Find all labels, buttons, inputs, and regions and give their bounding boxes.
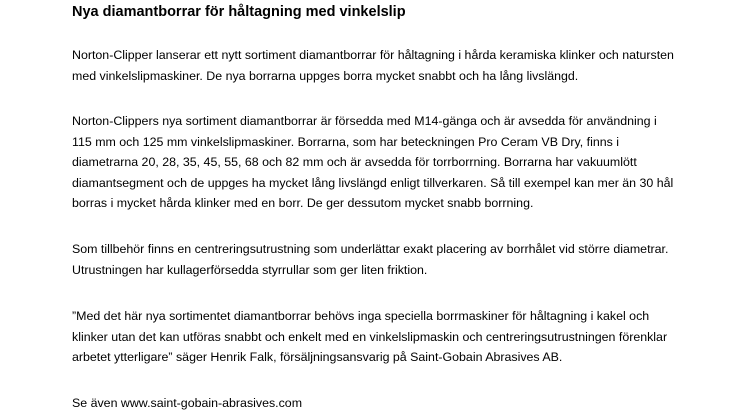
paragraph-line: Norton-Clipper lanserar ett nytt sortiment diamantborrar för håltagning i hårda keramiska klinker och natursten xyxy=(72,48,674,62)
paragraph-accessories xyxy=(72,239,742,280)
document-title: Nya diamantborrar för håltagning med vinkelslip xyxy=(72,4,406,20)
paragraph-see-also xyxy=(72,393,742,414)
paragraph-product-details xyxy=(72,111,742,214)
paragraph-line: arbetet ytterligare” säger Henrik Falk, försäljningsansvarig på Saint-Gobain Abrasives AB. xyxy=(72,350,563,365)
see-also-link-text: Se även www.saint-gobain-abrasives.com xyxy=(72,396,303,410)
paragraph-line: Utrustningen har kullagerförsedda styrrullar som ger liten friktion. xyxy=(72,262,428,277)
paragraph-line: diametrarna 20, 28, 35, 45, 55, 68 och 82 mm och är avsedda för torrborrning. Borrarna har vakuumlött xyxy=(72,155,637,170)
paragraph-line: 115 mm och 125 mm vinkelslipmaskiner. Borrarna, som har beteckningen Pro Ceram VB Dry, finns i xyxy=(72,134,620,149)
paragraph-quote xyxy=(72,306,742,368)
paragraph-intro xyxy=(72,45,742,86)
paragraph-line: Som tillbehör finns en centreringsutrustning som underlättar exakt placering av borrhålet vid större diametrar. xyxy=(72,242,669,256)
paragraph-line: Norton-Clippers nya sortiment diamantborrar är försedda med M14-gänga och är avsedda för användning i xyxy=(72,114,657,128)
paragraph-line: ”Med det här nya sortimentet diamantborrar behövs inga speciella borrmaskiner för håltagning i kakel och xyxy=(72,309,650,323)
paragraph-line: klinker utan det kan utföras snabbt och enkelt med en vinkelslipmaskin och centreringsutrustningen förenklar xyxy=(72,329,668,344)
paragraph-line: diamantsegment och de uppges ha mycket lång livslängd enligt tillverkaren. Så till exempel kan mer än 30 hål xyxy=(72,175,674,190)
paragraph-line: med vinkelslipmaskiner. De nya borrarna uppges borra mycket snabbt och ha lång livslängd. xyxy=(72,68,579,83)
paragraph-line: borras i mycket hårda klinker med en borr. De ger dessutom mycket snabb borrning. xyxy=(72,196,534,211)
